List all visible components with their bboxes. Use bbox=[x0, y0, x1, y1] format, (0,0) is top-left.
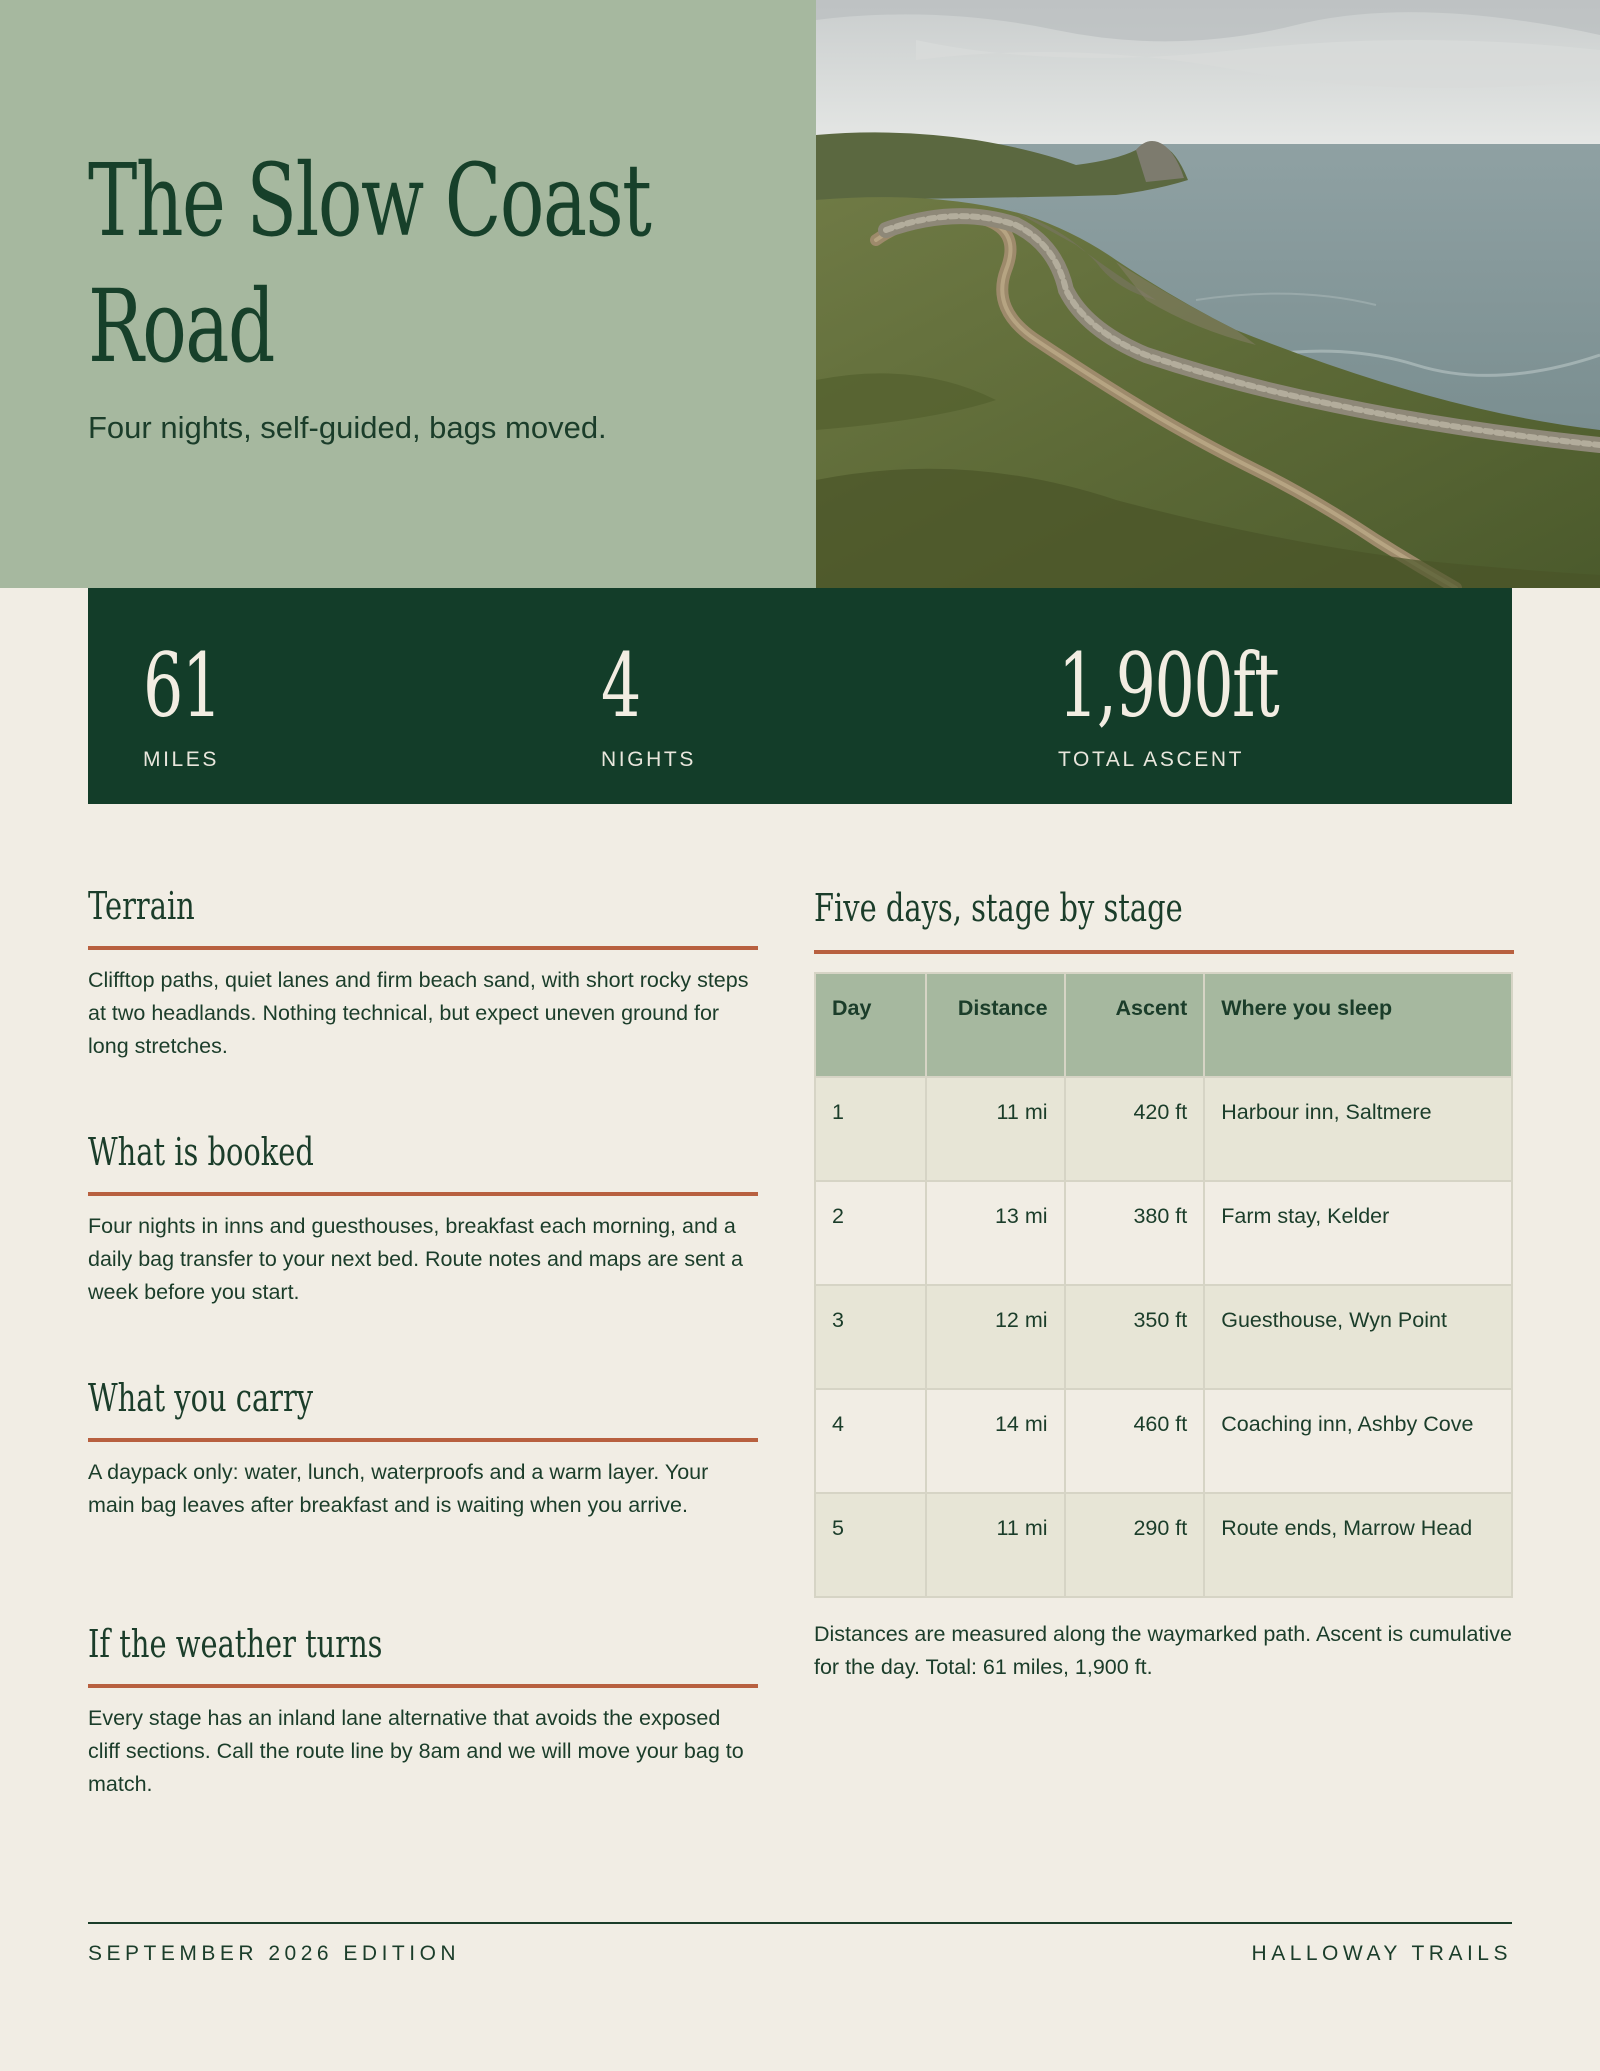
stat-value: 4 bbox=[601, 634, 640, 737]
coastal-cliff-photo bbox=[816, 0, 1600, 588]
section-body: Four nights in inns and guesthouses, breakfast each morning, and a daily bag transfer to your next bed. Route notes and maps are sent a week before you start. bbox=[88, 1214, 743, 1304]
cell-where-you-sleep: Farm stay, Kelder bbox=[1204, 1181, 1512, 1285]
section-heading: What is booked bbox=[88, 1130, 314, 1174]
cell-distance: 12 mi bbox=[926, 1285, 1065, 1389]
section-rule bbox=[814, 950, 1514, 954]
page-subtitle: Four nights, self-guided, bags moved. bbox=[88, 410, 607, 445]
section-weather bbox=[88, 1622, 758, 1801]
cell-ascent: 290 ft bbox=[1065, 1493, 1205, 1597]
footer-brand: HALLOWAY TRAILS bbox=[1251, 1942, 1512, 1965]
stat-label: TOTAL ASCENT bbox=[1058, 748, 1245, 771]
section-what-you-carry bbox=[88, 1376, 758, 1522]
section-what-is-booked bbox=[88, 1130, 758, 1309]
stages-heading: Five days, stage by stage bbox=[814, 886, 1183, 930]
cell-distance: 13 mi bbox=[926, 1181, 1065, 1285]
cell-where-you-sleep: Harbour inn, Saltmere bbox=[1204, 1077, 1512, 1181]
cell-distance: 14 mi bbox=[926, 1389, 1065, 1493]
section-body: Every stage has an inland lane alternative that avoids the exposed cliff sections. Call the route line by 8am and we will move your bag to match. bbox=[88, 1706, 744, 1796]
table-row bbox=[815, 1389, 1512, 1493]
stat-value: 1,900ft bbox=[1058, 634, 1279, 737]
section-heading: Terrain bbox=[88, 884, 195, 928]
cell-where-you-sleep: Guesthouse, Wyn Point bbox=[1204, 1285, 1512, 1389]
stats-band bbox=[88, 588, 1512, 804]
cell-where-you-sleep: Route ends, Marrow Head bbox=[1204, 1493, 1512, 1597]
section-rule bbox=[88, 1438, 758, 1442]
page-title-line-1: The Slow Coast bbox=[88, 142, 651, 259]
column-header-distance: Distance bbox=[926, 973, 1065, 1077]
hero-panel bbox=[0, 0, 816, 588]
section-rule bbox=[88, 1192, 758, 1196]
cell-distance: 11 mi bbox=[926, 1077, 1065, 1181]
cell-ascent: 460 ft bbox=[1065, 1389, 1205, 1493]
stages-section bbox=[814, 886, 1514, 1684]
stat-total-ascent bbox=[1058, 636, 1364, 772]
cell-ascent: 420 ft bbox=[1065, 1077, 1205, 1181]
column-header-ascent: Ascent bbox=[1065, 973, 1205, 1077]
cell-ascent: 380 ft bbox=[1065, 1181, 1205, 1285]
section-body: Clifftop paths, quiet lanes and firm beach sand, with short rocky steps at two headlands. Nothing technical, but expect uneven ground for long stretches. bbox=[88, 968, 749, 1058]
hero-photo bbox=[816, 0, 1600, 588]
column-header-where-you-sleep: Where you sleep bbox=[1204, 973, 1512, 1077]
stat-label: MILES bbox=[143, 748, 220, 771]
table-row bbox=[815, 1285, 1512, 1389]
section-rule bbox=[88, 1684, 758, 1688]
stat-label: NIGHTS bbox=[601, 748, 696, 771]
cell-day: 4 bbox=[815, 1389, 926, 1493]
footer-edition: SEPTEMBER 2026 EDITION bbox=[88, 1942, 461, 1965]
table-header-row bbox=[815, 973, 1512, 1077]
section-rule bbox=[88, 946, 758, 950]
section-body: A daypack only: water, lunch, waterproofs and a warm layer. Your main bag leaves after breakfast and is waiting when you arrive. bbox=[88, 1460, 709, 1517]
table-row bbox=[815, 1181, 1512, 1285]
column-header-day: Day bbox=[815, 973, 926, 1077]
table-row bbox=[815, 1077, 1512, 1181]
section-heading: What you carry bbox=[88, 1376, 314, 1420]
cell-day: 2 bbox=[815, 1181, 926, 1285]
stat-value: 61 bbox=[143, 634, 221, 737]
page-title-line-2: Road bbox=[88, 268, 274, 385]
table-footnote: Distances are measured along the waymarked path. Ascent is cumulative for the day. Total: 61 miles, 1,900 ft. bbox=[814, 1622, 1512, 1679]
cell-ascent: 350 ft bbox=[1065, 1285, 1205, 1389]
table-row bbox=[815, 1493, 1512, 1597]
section-heading: If the weather turns bbox=[88, 1622, 383, 1666]
cell-distance: 11 mi bbox=[926, 1493, 1065, 1597]
cell-where-you-sleep: Coaching inn, Ashby Cove bbox=[1204, 1389, 1512, 1493]
cell-day: 5 bbox=[815, 1493, 926, 1597]
footer-rule bbox=[88, 1922, 1512, 1924]
stat-miles bbox=[143, 636, 251, 772]
stages-table bbox=[814, 972, 1513, 1598]
stat-nights bbox=[601, 636, 696, 772]
cell-day: 1 bbox=[815, 1077, 926, 1181]
section-terrain bbox=[88, 884, 758, 1063]
page-title bbox=[88, 138, 651, 390]
cell-day: 3 bbox=[815, 1285, 926, 1389]
